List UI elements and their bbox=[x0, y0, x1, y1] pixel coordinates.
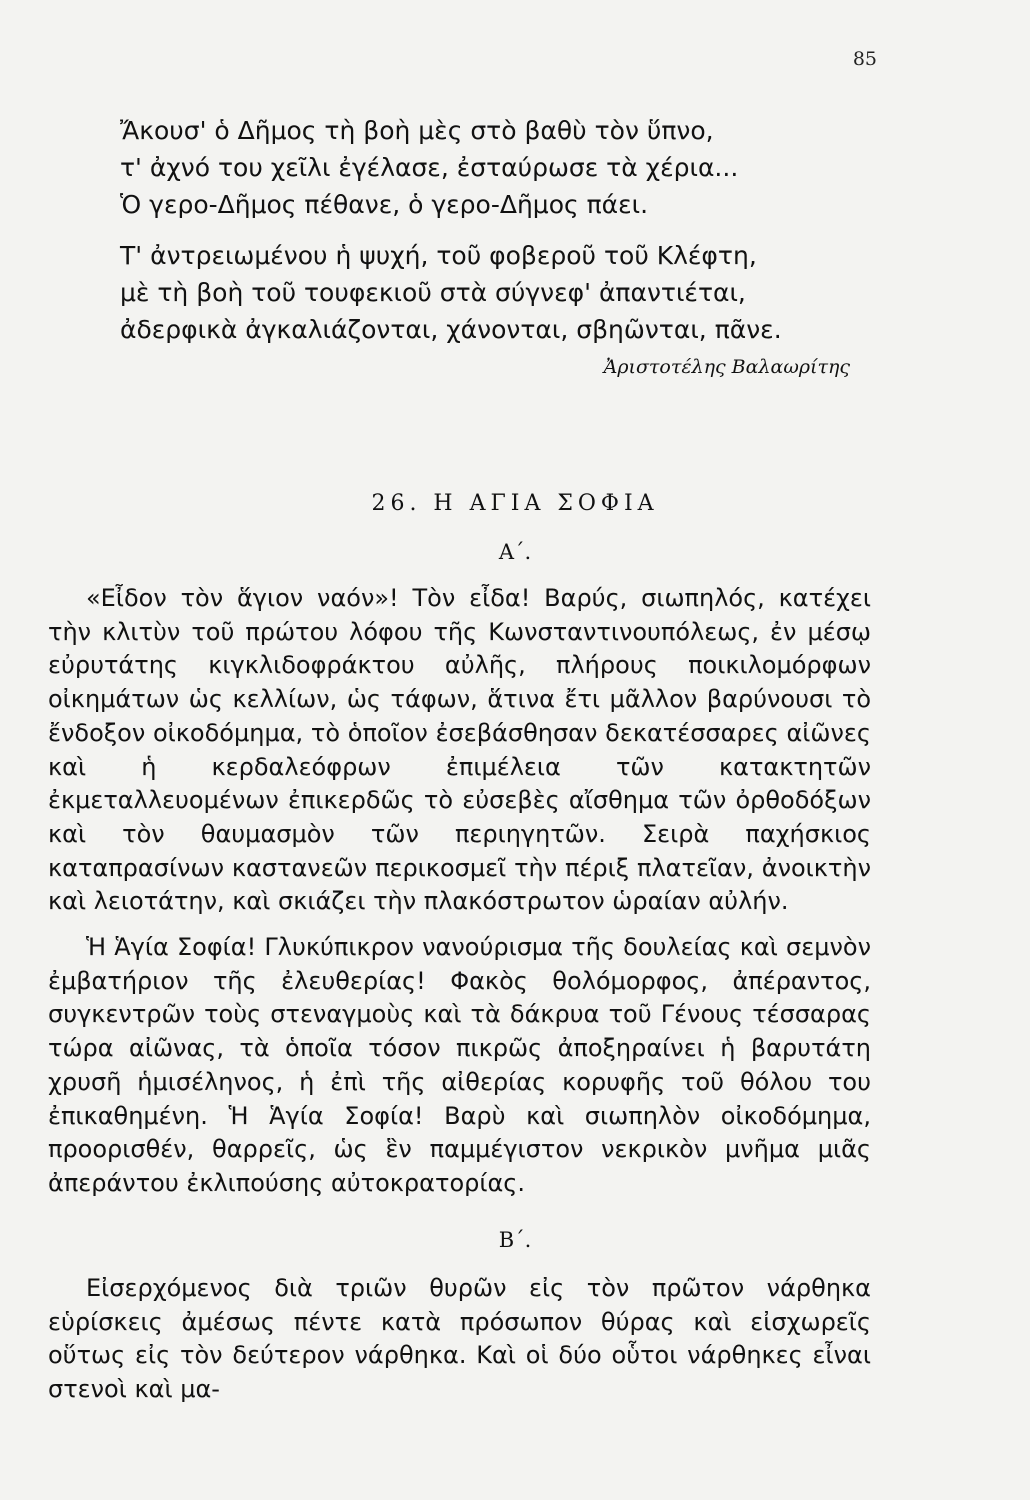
poem-stanza-2 bbox=[120, 237, 880, 348]
poem-attribution: Ἀριστοτέλης Βαλαωρίτης bbox=[603, 356, 850, 378]
page-number: 85 bbox=[852, 48, 877, 70]
poem-line: τ' ἀχνό του χεῖλι ἐγέλασε, ἐσταύρωσε τὰ χέρια... bbox=[120, 153, 739, 182]
poem-line: Ὁ γερο-Δῆμος πέθανε, ὁ γερο-Δῆμος πάει. bbox=[120, 190, 649, 219]
section-label-b: Β΄. bbox=[498, 1228, 532, 1252]
chapter-title: 26. Η ΑΓΙΑ ΣΟΦΙΑ bbox=[371, 491, 659, 516]
poem-line: ἀδερφικὰ ἀγκαλιάζονται, χάνονται, σβηῶνται, πᾶνε. bbox=[120, 315, 782, 344]
paragraph-1: «Εἶδον τὸν ἅγιον ναόν»! Τὸν εἶδα! Βαρύς, σιωπηλός, κατέχει τὴν κλιτὺν τοῦ πρώτου λόφου τῆς Κωνσταντινουπόλεως, ἐν μέσῳ εὐρυτάτης κιγκλιδοφράκτου αὐλῆς, πλήρους ποικιλομόρφων οἰκημάτων ὡς κελλίων, ὡς τάφων, ἅτινα ἔτι μᾶλλον βαρύνουσι τὸ ἔνδοξον οἰκοδόμημα, τὸ ὁποῖον ἐσεβάσθησαν δεκατέσσαρες αἰῶνες καὶ ἡ κερδαλεόφρων ἐπιμέλεια τῶν κατακτητῶν ἐκμεταλλευομένων ἐπικερδῶς τὸ εὐσεβὲς αἴσθημα τῶν ὀρθοδόξων καὶ τὸν θαυμασμὸν τῶν περιηγητῶν. Σειρὰ παχήσκιος καταπρασίνων καστανεῶν περικοσμεῖ τὴν πέριξ πλατεῖαν, ἀνοικτὴν καὶ λειοτάτην, καὶ σκιάζει τὴν πλακόστρωτον ὡραίαν αὐλήν. bbox=[48, 584, 871, 916]
poem bbox=[120, 112, 880, 362]
poem-stanza-1 bbox=[120, 112, 880, 223]
paragraph-2: Ἡ Ἁγία Σοφία! Γλυκύπικρον νανούρισμα τῆς δουλείας καὶ σεμνὸν ἐμβατήριον τῆς ἐλευθερίας! Φακὸς θολόμορφος, ἀπέραντος, συγκεντρῶν τοὺς στεναγμοὺς καὶ τὰ δάκρυα τοῦ Γένους τέσσαρας τώρα αἰῶνας, τὰ ὁποῖα τόσον πικρῶς ἀποξηραίνει ἡ βαρυτάτη χρυσῆ ἡμισέληνος, ἡ ἐπὶ τῆς αἰθερίας κορυφῆς τοῦ θόλου του ἐπικαθημένη. Ἡ Ἁγία Σοφία! Βαρὺ καὶ σιωπηλὸν οἰκοδόμημα, προορισθέν, θαρρεῖς, ὡς ἓν παμμέγιστον νεκρικὸν μνῆμα μιᾶς ἀπεράντου ἐκλιπούσης αὐτοκρατορίας. bbox=[48, 933, 871, 1197]
poem-line: Τ' ἀντρειωμένου ἡ ψυχή, τοῦ φοβεροῦ τοῦ Κλέφτη, bbox=[120, 241, 757, 270]
poem-line: Ἄκουσ' ὁ Δῆμος τὴ βοὴ μὲς στὸ βαθὺ τὸν ὕπνο, bbox=[120, 116, 714, 145]
section-label-a: Α΄. bbox=[498, 540, 532, 564]
paragraph-3: Εἰσερχόμενος διὰ τριῶν θυρῶν εἰς τὸν πρῶτον νάρθηκα εὑρίσκεις ἀμέσως πέντε κατὰ πρόσωπον θύρας καὶ εἰσχωρεῖς οὕτως εἰς τὸν δεύτερον νάρθηκα. Καὶ οἱ δύο οὗτοι νάρθηκες εἶναι στενοὶ καὶ μα- bbox=[48, 1274, 871, 1404]
poem-line: μὲ τὴ βοὴ τοῦ τουφεκιοῦ στὰ σύγνεφ' ἀπαντιέται, bbox=[120, 278, 746, 307]
